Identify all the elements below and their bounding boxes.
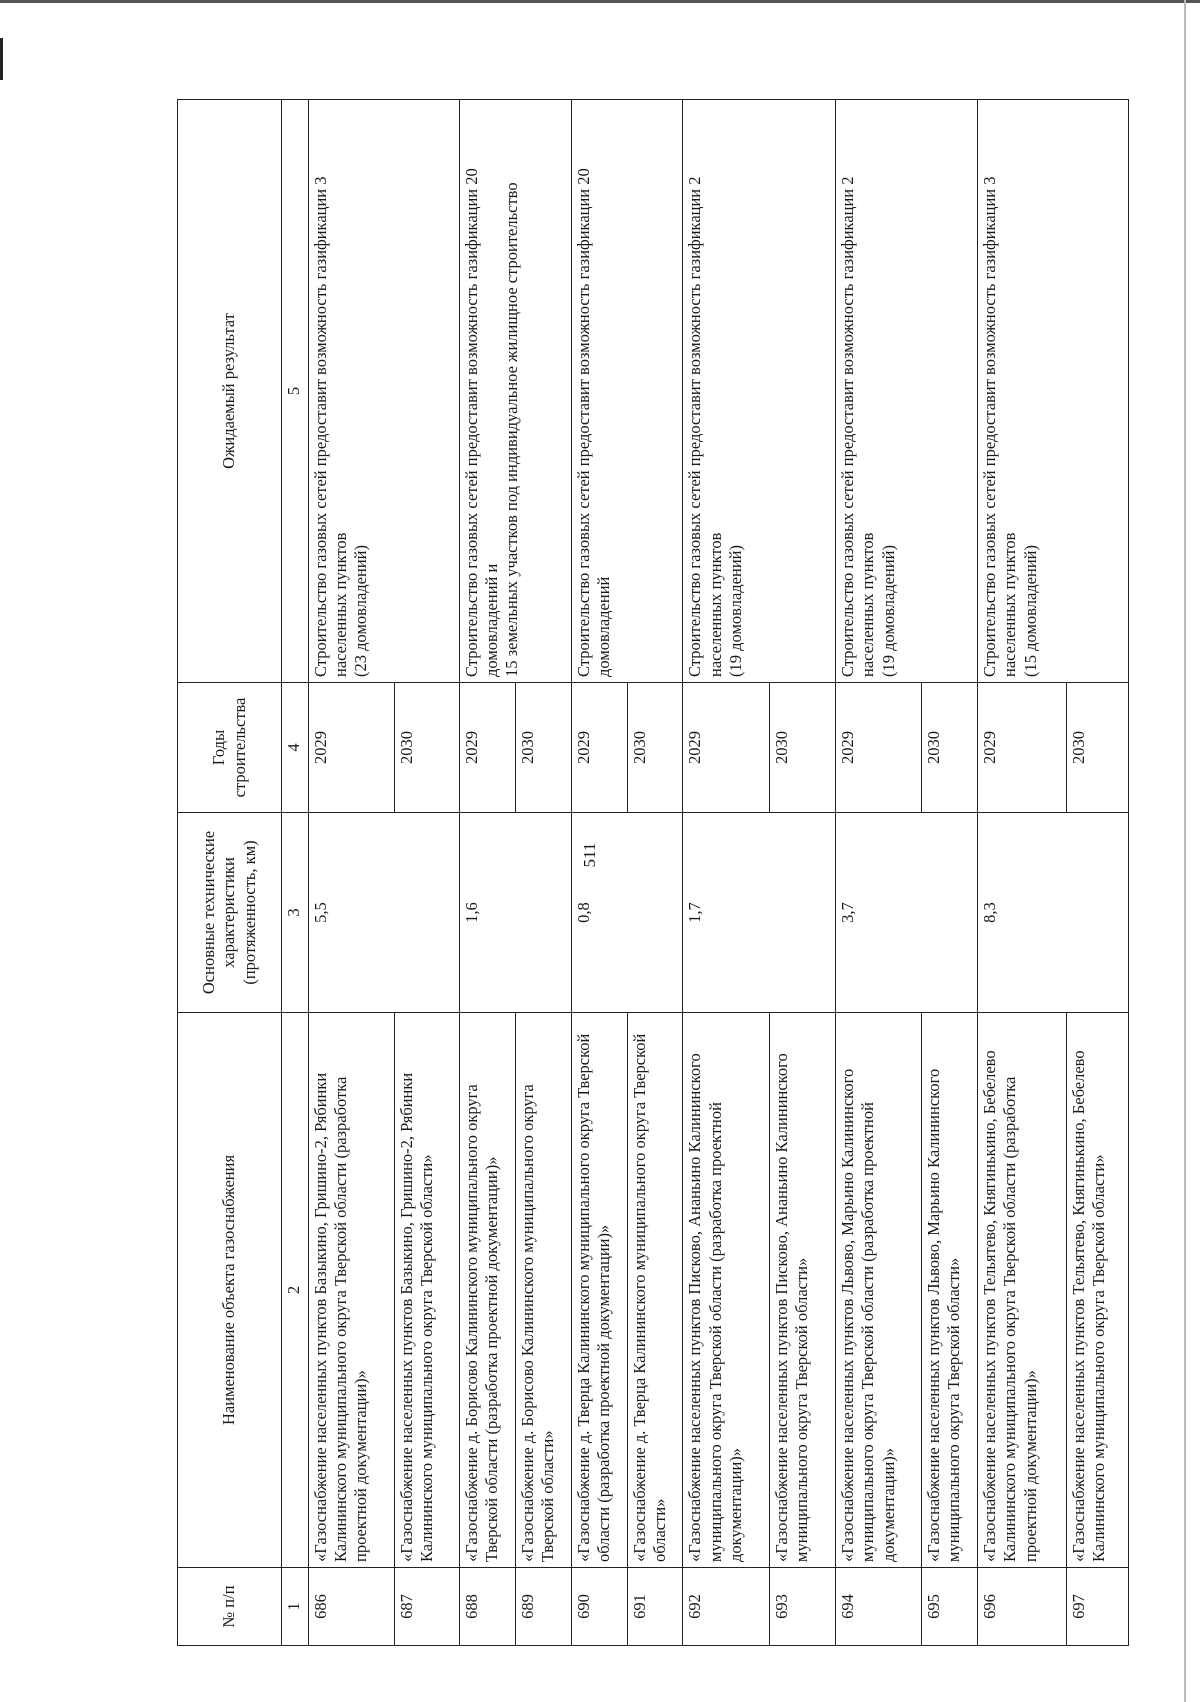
table-row	[683, 100, 769, 1646]
column-number: 2	[282, 1013, 309, 1568]
object-name: «Газоснабжение населенных пунктов Писково, Ананьино Калининского муниципального округа Тверской области (разработка проектной документации)»	[683, 1013, 769, 1568]
row-number: 694	[836, 1568, 922, 1646]
header-row	[178, 100, 282, 1646]
expected-result	[309, 100, 460, 683]
row-number: 691	[627, 1568, 683, 1646]
construction-year: 2029	[459, 683, 515, 813]
object-name: «Газоснабжение д. Тверца Калининского муниципального округа Тверской области (разработка проектной документации)»	[571, 1013, 627, 1568]
header-length: Основные технические характеристики (протяженность, км)	[178, 813, 282, 1013]
table-row	[571, 100, 627, 1646]
row-number: 688	[459, 1568, 515, 1646]
object-name: «Газоснабжение д. Борисово Калининского муниципального округа Тверской области (разработка проектной документации)»	[459, 1013, 515, 1568]
table-row	[978, 100, 1066, 1646]
construction-year: 2030	[769, 683, 836, 813]
column-number-row	[282, 100, 309, 1646]
result-text: Строительство газовых сетей предоставит возможность газификации 20 домовладений и	[461, 168, 501, 677]
row-number: 690	[571, 1568, 627, 1646]
row-number: 695	[922, 1568, 978, 1646]
header-number: № п/п	[178, 1568, 282, 1646]
length-value: 8,3	[978, 813, 1129, 1013]
construction-year: 2029	[978, 683, 1066, 813]
gas-supply-table	[177, 99, 1129, 1646]
expected-result	[459, 100, 571, 683]
object-name: «Газоснабжение д. Борисово Калининского муниципального округа Тверской области»	[515, 1013, 571, 1568]
construction-year: 2030	[515, 683, 571, 813]
construction-year: 2030	[395, 683, 460, 813]
object-name: «Газоснабжение д. Тверца Калининского муниципального округа Тверской области»	[627, 1013, 683, 1568]
construction-year: 2029	[309, 683, 395, 813]
table-row	[309, 100, 395, 1646]
construction-year: 2029	[836, 683, 922, 813]
header-result: Ожидаемый результат	[178, 100, 282, 683]
result-text: Строительство газовых сетей предоставит возможность газификации 2 населенных пунктов	[685, 176, 725, 677]
result-text: 15 земельных участков под индивидуальное жилищное строительство	[501, 182, 521, 677]
expected-result	[836, 100, 978, 683]
row-number: 686	[309, 1568, 395, 1646]
construction-year: 2030	[627, 683, 683, 813]
expected-result	[683, 100, 836, 683]
column-number: 1	[282, 1568, 309, 1646]
length-value: 1,6	[459, 813, 571, 1013]
rotated-table-wrapper	[177, 100, 1129, 1646]
result-text: Строительство газовых сетей предоставит возможность газификации 2 населенных пунктов	[838, 176, 878, 677]
object-name: «Газоснабжение населенных пунктов Львово, Марьино Калининского муниципального округа Тверской области»	[922, 1013, 978, 1568]
object-name: «Газоснабжение населенных пунктов Тельятево, Княгинькино, Бебелево Калининского муниципального округа Тверской области»	[1066, 1013, 1128, 1568]
row-number: 687	[395, 1568, 460, 1646]
column-number: 5	[282, 100, 309, 683]
result-text: Строительство газовых сетей предоставит возможность газификации 20 домовладений	[573, 168, 613, 677]
construction-year: 2030	[1066, 683, 1128, 813]
table-row	[836, 100, 922, 1646]
column-number: 4	[282, 683, 309, 813]
row-number: 697	[1066, 1568, 1128, 1646]
result-text: (19 домовладений)	[878, 545, 898, 677]
length-value: 1,7	[683, 813, 836, 1013]
construction-year: 2030	[922, 683, 978, 813]
result-text: (19 домовладений)	[725, 545, 745, 677]
expected-result	[978, 100, 1129, 683]
header-object-name: Наименование объекта газоснабжения	[178, 1013, 282, 1568]
length-value: 0,8	[571, 813, 683, 1013]
construction-year: 2029	[683, 683, 769, 813]
object-name: «Газоснабжение населенных пунктов Тельятево, Княгинькино, Бебелево Калининского муниципального округа Тверской области (разработка проектной документации)»	[978, 1013, 1066, 1568]
length-value: 3,7	[836, 813, 978, 1013]
object-name: «Газоснабжение населенных пунктов Львово, Марьино Калининского муниципального округа Тверской области (разработка проектной документации)»	[836, 1013, 922, 1568]
header-years: Годы строительства	[178, 683, 282, 813]
column-number: 3	[282, 813, 309, 1013]
expected-result	[571, 100, 683, 683]
row-number: 692	[683, 1568, 769, 1646]
page-number: 511	[580, 842, 599, 868]
result-text: (15 домовладений)	[1020, 545, 1040, 677]
row-number: 693	[769, 1568, 836, 1646]
page-right-edge	[1184, 0, 1186, 1702]
object-name: «Газоснабжение населенных пунктов Писково, Ананьино Калининского муниципального округа Тверской области»	[769, 1013, 836, 1568]
result-text: Строительство газовых сетей предоставит возможность газификации 3 населенных пунктов	[311, 176, 351, 677]
result-text: (23 домовладений)	[351, 545, 371, 677]
row-number: 696	[978, 1568, 1066, 1646]
length-value: 5,5	[309, 813, 460, 1013]
row-number: 689	[515, 1568, 571, 1646]
object-name: «Газоснабжение населенных пунктов Базыкино, Гришино-2, Рябинки Калининского муниципального округа Тверской области»	[395, 1013, 460, 1568]
result-text: Строительство газовых сетей предоставит возможность газификации 3 населенных пунктов	[980, 176, 1020, 677]
object-name: «Газоснабжение населенных пунктов Базыкино, Гришино-2, Рябинки Калининского муниципального округа Тверской области (разработка проектной документации)»	[309, 1013, 395, 1568]
binding-mark	[0, 38, 3, 80]
construction-year: 2029	[571, 683, 627, 813]
page-top-edge	[0, 0, 1200, 3]
table-row	[459, 100, 515, 1646]
